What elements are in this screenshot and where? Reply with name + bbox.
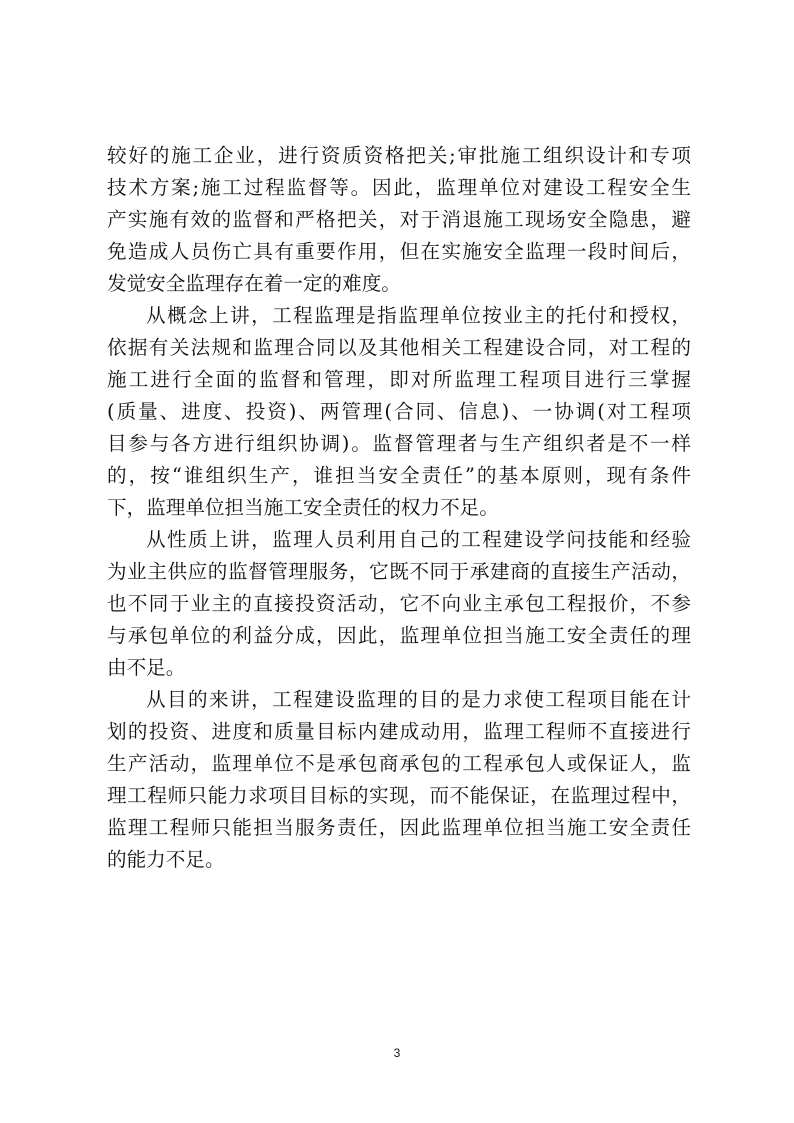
text-line: 免造成人员伤亡具有重要作用，但在实施安全监理一段时间后， — [107, 240, 691, 263]
page-number: 3 — [393, 1046, 401, 1060]
paragraph-1 — [107, 140, 691, 300]
text-line: 施工进行全面的监督和管理，即对所监理工程项目进行三掌握 — [107, 368, 691, 391]
text-line: 依据有关法规和监理合同以及其他相关工程建设合同，对工程的 — [107, 336, 691, 359]
text-line: (质量、进度、投资)、两管理(合同、信息)、一协调(对工程项 — [107, 400, 691, 423]
text-line: 从性质上讲，监理人员利用自己的工程建设学问技能和经验 — [146, 528, 691, 551]
text-line: 从概念上讲，工程监理是指监理单位按业主的托付和授权， — [146, 304, 691, 327]
document-body — [107, 140, 691, 876]
text-line: 理工程师只能力求项目目标的实现，而不能保证，在监理过程中， — [107, 784, 691, 807]
text-line: 下，监理单位担当施工安全责任的权力不足。 — [107, 496, 499, 519]
text-line: 的，按“谁组织生产，谁担当安全责任”的基本原则，现有条件 — [107, 464, 691, 487]
paragraph-2 — [107, 300, 691, 524]
text-line: 发觉安全监理存在着一定的难度。 — [107, 272, 401, 295]
text-line: 产实施有效的监督和严格把关，对于消退施工现场安全隐患，避 — [107, 208, 691, 231]
text-line: 较好的施工企业，进行资质资格把关;审批施工组织设计和专项 — [107, 144, 691, 167]
text-line: 也不同于业主的直接投资活动，它不向业主承包工程报价，不参 — [107, 592, 691, 615]
text-line: 目参与各方进行组织协调)。监督管理者与生产组织者是不一样 — [107, 432, 691, 455]
paragraph-3 — [107, 524, 691, 684]
text-line: 技术方案;施工过程监督等。因此，监理单位对建设工程安全生 — [107, 176, 691, 199]
paragraph-4 — [107, 684, 691, 876]
text-line: 与承包单位的利益分成，因此，监理单位担当施工安全责任的理 — [107, 624, 691, 647]
text-line: 为业主供应的监督管理服务，它既不同于承建商的直接生产活动， — [107, 560, 691, 583]
text-line: 划的投资、进度和质量目标内建成动用，监理工程师不直接进行 — [107, 720, 691, 743]
text-line: 从目的来讲，工程建设监理的目的是力求使工程项目能在计 — [146, 688, 691, 711]
text-line: 生产活动，监理单位不是承包商承包的工程承包人或保证人，监 — [107, 752, 691, 775]
text-line: 监理工程师只能担当服务责任，因此监理单位担当施工安全责任 — [107, 816, 691, 839]
text-line: 的能力不足。 — [107, 848, 225, 871]
text-line: 由不足。 — [107, 656, 186, 679]
